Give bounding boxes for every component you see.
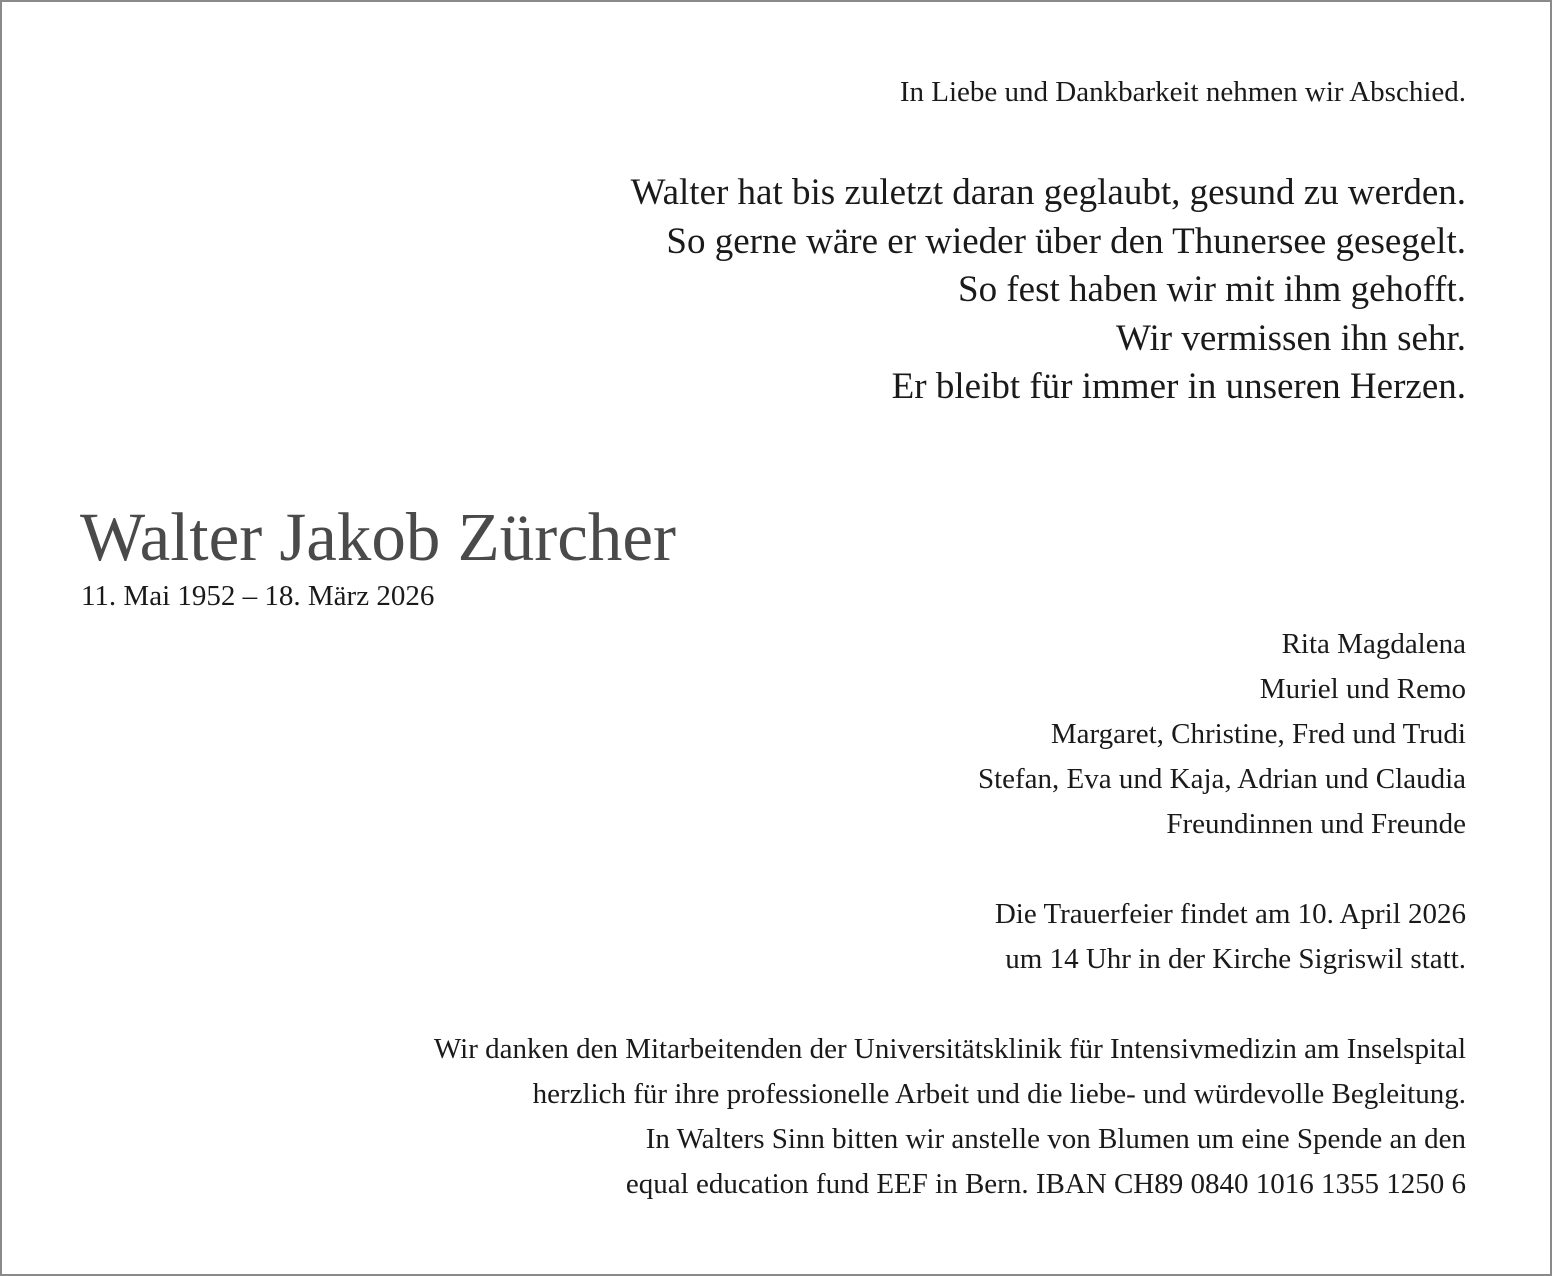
- deceased-name: Walter Jakob Zürcher: [80, 499, 677, 575]
- mourner-line: Muriel und Remo: [1259, 673, 1466, 705]
- verse-line: So gerne wäre er wieder über den Thunersee gesegelt.: [666, 220, 1466, 262]
- funeral-service-info: [995, 892, 1466, 982]
- acknowledgement-and-donation: [434, 1027, 1466, 1207]
- verse-line: Walter hat bis zuletzt daran geglaubt, gesund zu werden.: [630, 172, 1466, 213]
- memorial-verse: [631, 169, 1466, 412]
- mourner-line: Margaret, Christine, Fred und Trudi: [1050, 718, 1466, 750]
- verse-line: Wir vermissen ihn sehr.: [1116, 317, 1466, 359]
- mourner-line: Freundinnen und Freunde: [1166, 808, 1466, 840]
- thanks-line: Wir danken den Mitarbeitenden der Universitätsklinik für Intensivmedizin am Inselspital: [433, 1033, 1466, 1065]
- life-dates: 11. Mai 1952 – 18. März 2026: [81, 580, 435, 612]
- donation-iban-line: equal education fund EEF in Bern. IBAN CH89 0840 1016 1355 1250 6: [625, 1168, 1466, 1200]
- service-line: um 14 Uhr in der Kirche Sigriswil statt.: [1005, 943, 1466, 975]
- verse-line: So fest haben wir mit ihm gehofft.: [958, 269, 1466, 310]
- mourner-line: Stefan, Eva und Kaja, Adrian und Claudia: [977, 763, 1466, 795]
- mourner-line: Rita Magdalena: [1281, 628, 1466, 660]
- thanks-line: In Walters Sinn bitten wir anstelle von Blumen um eine Spende an den: [645, 1123, 1466, 1155]
- intro-line: In Liebe und Dankbarkeit nehmen wir Abschied.: [899, 76, 1466, 108]
- service-line: Die Trauerfeier findet am 10. April 2026: [994, 898, 1466, 930]
- mourners-list: [978, 622, 1466, 847]
- verse-line: Er bleibt für immer in unseren Herzen.: [891, 366, 1466, 407]
- thanks-line: herzlich für ihre professionelle Arbeit und die liebe- und würdevolle Begleitung.: [532, 1078, 1466, 1110]
